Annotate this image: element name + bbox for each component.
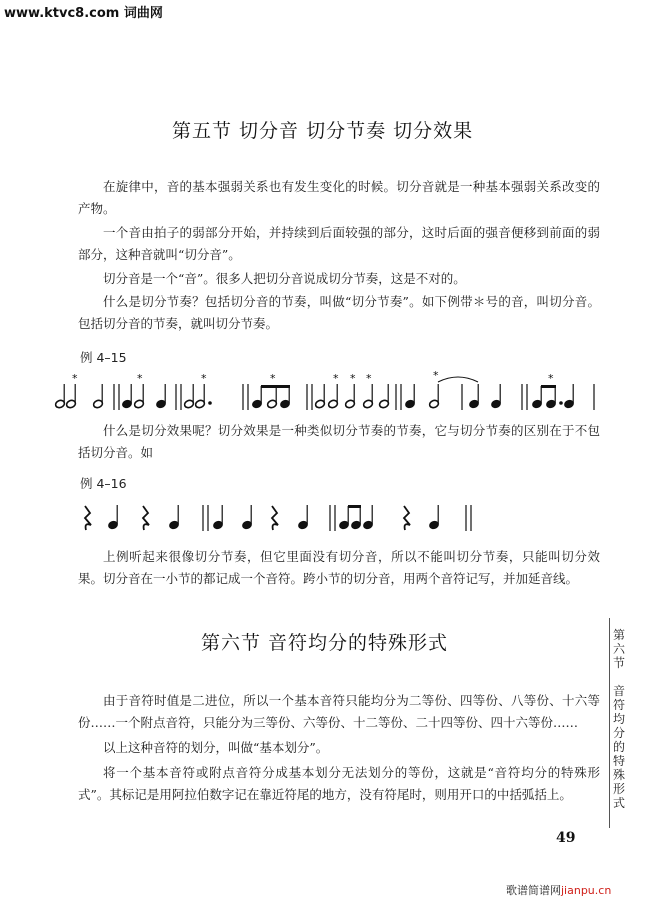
half-note-syncopated xyxy=(363,384,374,409)
side-tab-char: 殊 xyxy=(613,768,626,782)
half-note xyxy=(315,384,326,409)
quarter-note xyxy=(298,505,309,530)
quarter-rest xyxy=(143,506,149,530)
s5-paragraph-3: 切分音是一个“音”。很多人把切分音说成切分节奏，这是不对的。 xyxy=(103,271,466,286)
half-note-syncopated xyxy=(134,384,145,409)
beamed-eighth-pair xyxy=(339,506,362,530)
side-tab-char: 的 xyxy=(613,740,626,754)
side-tab-char: 第 xyxy=(613,628,626,642)
quarter-note xyxy=(108,505,119,530)
example-4-15-label: 例 4–15 xyxy=(80,350,127,365)
quarter-note xyxy=(156,384,167,409)
beamed-eighth-group xyxy=(252,386,291,409)
half-note xyxy=(379,384,390,409)
side-tab xyxy=(613,628,627,810)
watermark-cn: 歌谱简谱网 xyxy=(506,884,561,897)
s5-paragraph-2: 一个音由拍子的弱部分开始，并持续到后面较强的部分，这时后面的强音便移到前面的弱部分，这种音就叫“切分音”。 xyxy=(78,225,600,262)
s6-paragraph-2: 以上这种音符的划分，叫做“基本划分”。 xyxy=(103,740,329,755)
syncopation-mark: * xyxy=(137,372,143,385)
example-4-16-label: 例 4–16 xyxy=(80,476,127,491)
quarter-note xyxy=(469,384,480,409)
tie xyxy=(438,377,478,382)
rhythm-example-4-16 xyxy=(0,500,645,540)
syncopation-mark: * xyxy=(366,372,372,385)
side-tab-char: 音 xyxy=(613,684,626,698)
syncopation-mark: * xyxy=(201,372,207,385)
syncopation-mark: * xyxy=(433,369,439,382)
quarter-rest xyxy=(85,506,91,530)
watermark-domain: jianpu.cn xyxy=(561,884,612,897)
half-note-syncopated xyxy=(328,384,339,409)
side-tab-char: 符 xyxy=(613,698,626,712)
quarter-note xyxy=(169,505,180,530)
s5-paragraph-1: 在旋律中，音的基本强弱关系也有发生变化的时候。切分音就是一种基本强弱关系改变的产物。 xyxy=(78,179,600,216)
quarter-note xyxy=(491,384,502,409)
half-note-syncopated xyxy=(429,384,440,409)
page-number: 49 xyxy=(556,830,576,846)
site-header: www.ktvc8.com 词曲网 xyxy=(4,6,163,21)
syncopation-mark: * xyxy=(333,372,339,385)
side-tab-char: 节 xyxy=(613,656,626,670)
quarter-note xyxy=(363,505,374,530)
side-tab-char: 均 xyxy=(613,712,626,726)
side-tab-char: 六 xyxy=(613,642,626,656)
section6-title: 第六节 音符均分的特殊形式 xyxy=(201,632,449,654)
quarter-note xyxy=(429,505,440,530)
s6-paragraph-3: 将一个基本音符或附点音符分成基本划分无法划分的等份，这就是“音符均分的特殊形式”。其标记是用阿拉伯数字记在靠近符尾的地方，没有符尾时，则用开口的中括弧括上。 xyxy=(78,765,600,802)
quarter-note xyxy=(242,505,253,530)
half-note xyxy=(93,384,104,409)
side-tab-char: 式 xyxy=(613,796,626,810)
quarter-note xyxy=(564,384,575,409)
half-note xyxy=(184,384,195,409)
s5-paragraph-5: 什么是切分效果呢？切分效果是一种类似切分节奏的节奏，它与切分节奏的区别在于不包括切分音。如 xyxy=(78,423,600,460)
syncopation-mark: * xyxy=(72,372,78,385)
side-tab-char: 分 xyxy=(613,726,626,740)
s5-paragraph-4: 什么是切分节奏？包括切分音的节奏，叫做“切分节奏”。如下例带＊号的音，叫切分音。包括切分音的节奏，就叫切分节奏。 xyxy=(78,294,600,331)
s6-paragraph-1: 由于音符时值是二进位，所以一个基本音符只能均分为二等份、四等份、八等份、十六等份……一个附点音符，只能分为三等份、六等份、十二等份、二十四等份、四十六等份…… xyxy=(78,693,600,730)
quarter-note xyxy=(122,384,133,409)
s5-paragraph-6: 上例听起来很像切分节奏，但它里面没有切分音，所以不能叫切分节奏，只能叫切分效果。切分音在一小节的都记成一个音符。跨小节的切分音，用两个音符记写，并加延音线。 xyxy=(78,549,600,586)
beamed-eighth-dotted-quarter xyxy=(532,386,563,409)
half-note xyxy=(55,384,66,409)
dotted-half-note-syncopated xyxy=(195,384,212,409)
syncopation-mark: * xyxy=(270,372,276,385)
side-tab-char: 特 xyxy=(613,754,626,768)
side-tab-rule xyxy=(609,618,610,828)
watermark xyxy=(506,882,611,898)
quarter-note xyxy=(405,384,416,409)
quarter-note xyxy=(213,505,224,530)
side-tab-gap xyxy=(613,670,627,684)
side-tab-char: 形 xyxy=(613,782,626,796)
syncopation-mark: * xyxy=(548,372,554,385)
quarter-rest xyxy=(404,506,410,530)
syncopation-mark: * xyxy=(350,372,356,385)
half-note-syncopated xyxy=(345,384,356,409)
quarter-rest xyxy=(272,506,278,530)
half-note-syncopated xyxy=(66,384,77,409)
section5-title: 第五节 切分音 切分节奏 切分效果 xyxy=(172,120,474,142)
